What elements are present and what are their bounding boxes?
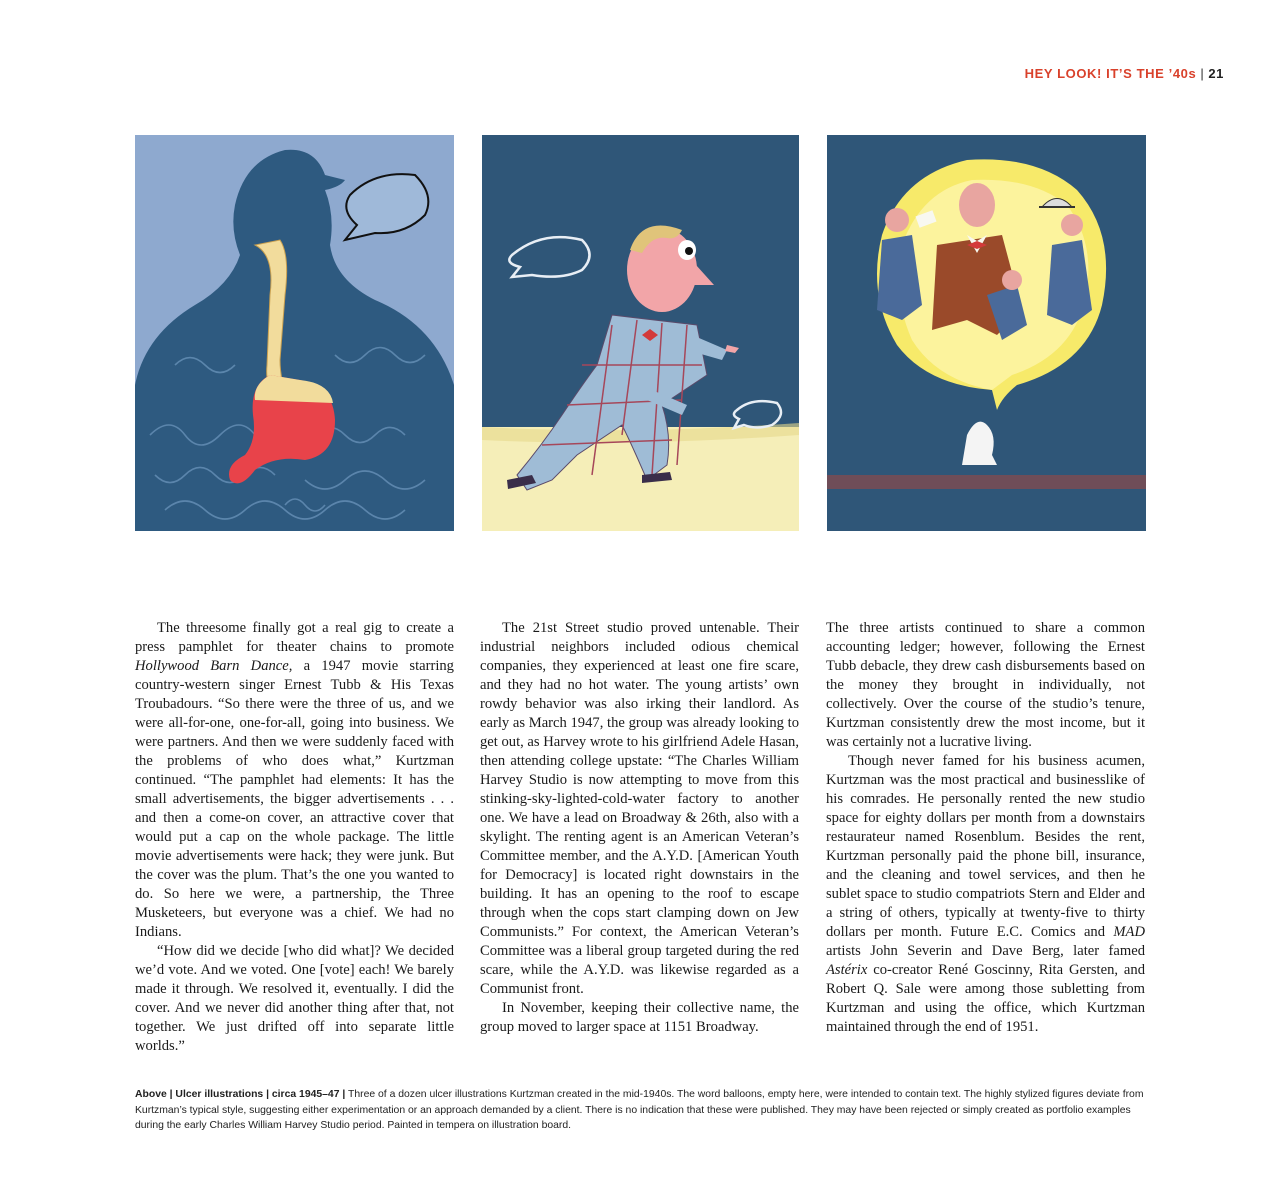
page-number: 21 bbox=[1208, 66, 1224, 81]
paragraph bbox=[135, 942, 454, 1056]
caption-text: Three of a dozen ulcer illustrations Kurtzman created in the mid-1940s. The word balloons, empty here, were intended to contain text. The highly stylized figures deviate from Kurtzman’s typical style, suggesting either experimentation or an approach demanded by a client. There is no indication that these were published. They may have been rejected or simply created as portfolio examples during the early Charles William Harvey Studio period. Painted in tempera on illustration board. bbox=[135, 1089, 1144, 1131]
paragraph bbox=[826, 619, 1145, 752]
paragraph-text: The threesome finally got a real gig to create a press pamphlet for theater chains to promote bbox=[135, 620, 454, 655]
running-header bbox=[1025, 66, 1224, 81]
paragraph-text: “How did we decide [who did what]? We decided we’d vote. And we voted. One [vote] each! We barely made it through. We resolved it, eventually. I did the cover. And we never did another thing after that, not together. We just drifted off into separate little worlds.” bbox=[135, 943, 454, 1054]
ulcer-illustration-spotlight bbox=[827, 135, 1146, 531]
italic-title: Hollywood Barn Dance, bbox=[135, 658, 293, 674]
caption-lead: Above | Ulcer illustrations | circa 1945–47 | bbox=[135, 1089, 346, 1100]
ulcer-illustration-walking-man bbox=[482, 135, 799, 531]
italic-title: Astérix bbox=[826, 962, 868, 978]
paragraph-text: a 1947 movie starring country-western singer Ernest Tubb & His Texas Troubadours. “So there were the three of us, and we were all-for-one, one-for-all, going into business. We were partners. And then we were suddenly faced with the problems of who does what,” Kurtzman continued. “The pamphlet had elements: It has the small advertisements, the bigger advertisements . . . and then a come-on cover, an attractive cover that would put a cap on the whole package. The little movie advertisements were hack; they were junk. But the cover was the plum. That’s the one you wanted to do. So here we were, a partnership, the Three Musketeers, but everyone was a chief. We had no Indians. bbox=[135, 658, 454, 940]
section-title: HEY LOOK! IT’S THE ’40s bbox=[1024, 66, 1197, 81]
paragraph-text: Though never famed for his business acumen, Kurtzman was the most practical and businesslike of his comrades. He personally rented the new studio space for eighty dollars per month from a downstairs restaurateur named Rosenblum. Besides the rent, Kurtzman personally paid the phone bill, insurance, and the cleaning and towel services, and then he sublet space to studio compatriots Stern and Elder and a string of others, typically at twenty-five to thirty dollars per month. Future E.C. Comics and bbox=[826, 753, 1145, 940]
header-separator: | bbox=[1200, 66, 1205, 81]
paragraph-text: The three artists continued to share a common accounting ledger; however, following the Ernest Tubb debacle, they drew cash disbursements based on the money they brought in individually, not collectively. Over the course of the studio’s tenure, Kurtzman consistently drew the most income, but it was certainly not a lucrative living. bbox=[826, 620, 1145, 750]
text-column-2 bbox=[480, 619, 799, 1037]
paragraph bbox=[135, 619, 454, 942]
ulcer-illustration-stomach bbox=[135, 135, 454, 531]
paragraph bbox=[826, 752, 1145, 1037]
paragraph-text: co-creator René Goscinny, Rita Gersten, and Robert Q. Sale were among those subletting from Kurtzman and using the office, which Kurtzman maintained through the end of 1951. bbox=[826, 962, 1145, 1035]
paragraph-text: artists John Severin and Dave Berg, later famed bbox=[826, 943, 1145, 959]
text-column-1 bbox=[135, 619, 454, 1056]
paragraph-text: In November, keeping their collective name, the group moved to larger space at 1151 Broadway. bbox=[480, 1000, 799, 1035]
paragraph bbox=[480, 619, 799, 999]
text-column-3 bbox=[826, 619, 1145, 1037]
italic-title: MAD bbox=[1113, 924, 1145, 940]
paragraph bbox=[480, 999, 799, 1037]
paragraph-text: The 21st Street studio proved untenable. Their industrial neighbors included odious chemical companies, they experienced at least one fire scare, and they had no hot water. The young artists’ own rowdy behavior was also irking their landlord. As early as March 1947, the group was already looking to get out, as Harvey wrote to his girlfriend Adele Hasan, then attending college upstate: “The Charles William Harvey Studio is now attempting to move from this stinking-sky-lighted-cold-water factory to another one. We have a lead on Broadway & 26th, also with a skylight. The renting agent is an American Veteran’s Committee member, and the A.Y.D. [American Youth for Democracy] is located right downstairs in the building. It has an opening to the roof to escape through when the cops start clamping down on Jew Communists.” For context, the American Veteran’s Committee was a liberal group targeted during the red scare, while the A.Y.D. was likewise regarded as a Communist front. bbox=[480, 620, 799, 997]
figure-caption bbox=[135, 1087, 1147, 1134]
